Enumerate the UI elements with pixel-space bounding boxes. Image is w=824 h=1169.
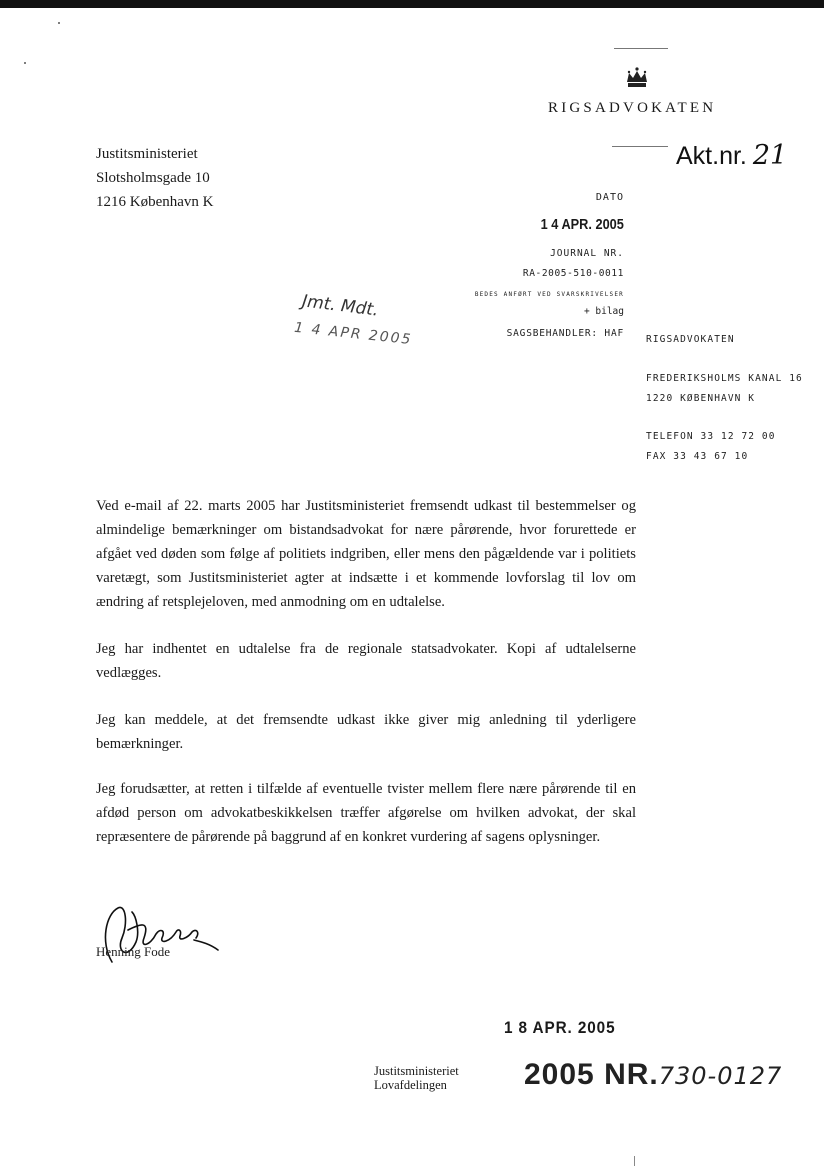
enclosure-note: + bilag <box>583 306 624 317</box>
paragraph-text: Jeg har indhentet en udtalelse fra de regionale statsadvokater. Kopi af udtalelserne vedlægges. <box>96 641 636 681</box>
sender-street: FREDERIKSHOLMS KANAL 16 <box>646 373 803 384</box>
date-label: DATO <box>595 192 624 203</box>
case-number-value: 21 <box>752 140 788 171</box>
letterhead-rule <box>612 146 668 147</box>
case-number-stamp <box>676 140 787 171</box>
journal-number: RA-2005-510-0011 <box>522 268 624 279</box>
registration-number-prefix: 2005 NR. <box>524 1058 659 1091</box>
handwritten-signature <box>92 902 222 972</box>
top-border <box>0 0 824 8</box>
paragraph-text: Jeg forudsætter, at retten i tilfælde af eventuelle tvister mellem flere nære pårørende til en afdød person om advokatbeskikkelsen træffer afgørelse om hvilken advokat, der skal repræsentere de pårørende på baggrund af en konkret vurdering af sagens oplysninger. <box>96 781 636 845</box>
scan-mark <box>634 1156 635 1166</box>
sender-phone: TELEFON 33 12 72 00 <box>646 431 776 442</box>
receiving-department <box>374 1064 459 1092</box>
recipient-line: 1216 København K <box>96 194 214 210</box>
handwritten-stamp-date: 1 4 APR 2005 <box>293 319 414 349</box>
body-paragraph <box>96 494 636 614</box>
organization-name: RIGSADVOKATEN <box>548 100 717 116</box>
recipient-line: Slotsholmsgade 10 <box>96 170 210 186</box>
sender-fax: FAX 33 43 67 10 <box>646 451 749 462</box>
handwritten-stamp-text: Jmt. Mdt. <box>301 291 380 321</box>
received-date-stamp: 1 8 APR. 2005 <box>504 1018 616 1037</box>
journal-label: JOURNAL NR. <box>550 248 624 259</box>
crown-icon <box>624 66 650 92</box>
paragraph-text: Jeg kan meddele, at det fremsendte udkast ikke giver mig anledning til yderligere bemærkninger. <box>96 712 636 752</box>
recipient-address <box>96 142 213 214</box>
letterhead-rule <box>614 48 668 49</box>
signer-name: Henning Fode <box>96 944 171 959</box>
body-paragraph <box>96 637 636 685</box>
reply-reference-note: BEDES ANFØRT VED SVARSKRIVELSER <box>474 291 624 298</box>
scan-speck <box>24 62 26 64</box>
sender-name: RIGSADVOKATEN <box>646 334 735 345</box>
department-line: Lovafdelingen <box>374 1078 447 1092</box>
case-officer: SAGSBEHANDLER: HAF <box>506 328 624 339</box>
date-value: 1 4 APR. 2005 <box>540 216 624 233</box>
registration-number-handwritten: 730-0127 <box>658 1062 783 1090</box>
body-paragraph <box>96 777 636 849</box>
body-paragraph <box>96 708 636 756</box>
paragraph-text: Ved e-mail af 22. marts 2005 har Justitsministeriet fremsendt udkast til bestemmelser og almindelige bemærkninger om bistandsadvokat for nære pårørende, hvor forurettede er afgået ved døden som følge af politiets indgriben, eller mens den pågældende var i politiets varetægt, som Justitsministeriet agter at indsætte i et kommende lovforslag til lov om ændring af retsplejeloven, med anmodning om en udtalelse. <box>96 498 636 610</box>
case-number-label: Akt.nr. <box>676 142 747 170</box>
department-line: Justitsministeriet <box>374 1064 459 1078</box>
registration-number-stamp <box>524 1058 782 1092</box>
recipient-line: Justitsministeriet <box>96 146 198 162</box>
scan-speck <box>58 22 60 24</box>
sender-city: 1220 KØBENHAVN K <box>646 393 756 404</box>
